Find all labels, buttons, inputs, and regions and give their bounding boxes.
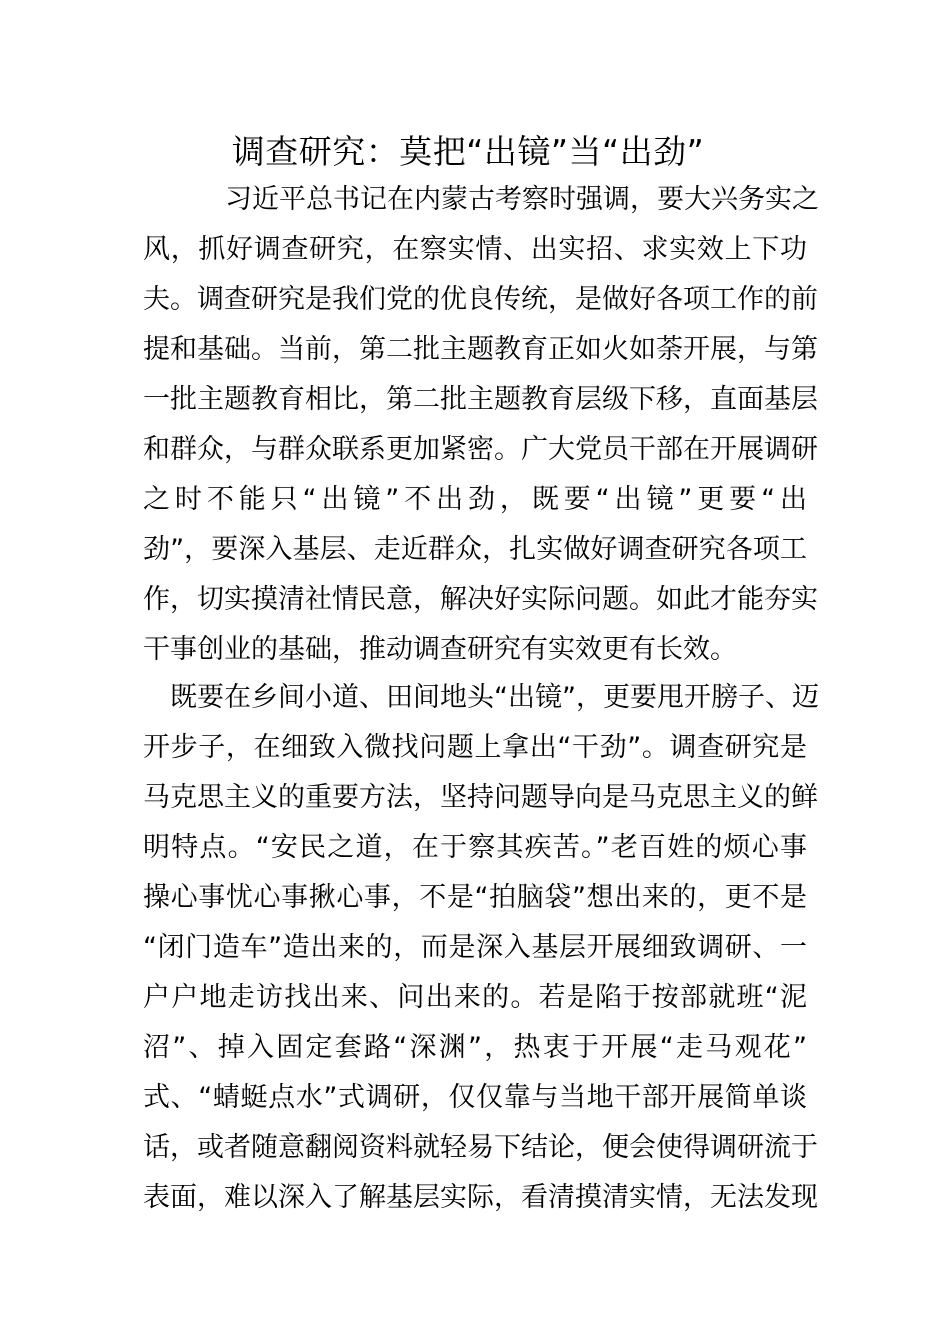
text-line: 风，抓好调查研究，在察实情、出实招、求实效上下功 <box>143 234 807 265</box>
text-line: 夫。调查研究是我们党的优良传统，是做好各项工作的前 <box>143 284 818 315</box>
text-line: 既要在乡间小道、田间地头“出镜”，更要甩开膀子、迈 <box>170 682 819 713</box>
text-line: 提和基础。当前，第二批主题教育正如火如荼开展，与第 <box>143 334 818 365</box>
text-line: 作，切实摸清社情民意，解决好实际问题。如此才能夯实 <box>143 584 818 615</box>
text-line: 式、“蜻蜓点水”式调研，仅仅靠与当地干部开展简单谈 <box>143 1082 807 1113</box>
document-title: 调查研究：莫把“出镜”当“出劲” <box>231 132 705 171</box>
text-line: 户户地走访找出来、问出来的。若是陷于按部就班“泥 <box>143 982 807 1013</box>
text-line: 开步子，在细致入微找问题上拿出“干劲”。调查研究是 <box>143 732 807 763</box>
text-line: 明特点。“安民之道，在于察其疾苦。”老百姓的烦心事 <box>143 832 807 863</box>
text-line: 操心事忧心事揪心事，不是“拍脑袋”想出来的，更不是 <box>143 882 807 913</box>
text-line: 之时不能只“出镜”不出劲，既要“出镜”更要“出 <box>143 484 807 515</box>
text-line: 干事创业的基础，推动调查研究有实效更有长效。 <box>143 634 737 665</box>
text-line: 习近平总书记在内蒙古考察时强调，要大兴务实之 <box>225 184 819 215</box>
text-line: 劲”，要深入基层、走近群众，扎实做好调查研究各项工 <box>143 534 807 565</box>
text-line: 话，或者随意翻阅资料就轻易下结论，便会使得调研流于 <box>143 1132 818 1163</box>
text-line: 沼”、掉入固定套路“深渊”，热衷于开展“走马观花” <box>143 1032 807 1063</box>
text-line: 一批主题教育相比，第二批主题教育层级下移，直面基层 <box>143 384 818 415</box>
text-line: “闭门造车”造出来的，而是深入基层开展细致调研、一 <box>143 932 807 963</box>
text-line: 表面，难以深入了解基层实际，看清摸清实情，无法发现 <box>143 1182 818 1213</box>
text-line: 和群众，与群众联系更加紧密。广大党员干部在开展调研 <box>143 434 818 465</box>
text-line: 马克思主义的重要方法，坚持问题导向是马克思主义的鲜 <box>143 782 818 813</box>
